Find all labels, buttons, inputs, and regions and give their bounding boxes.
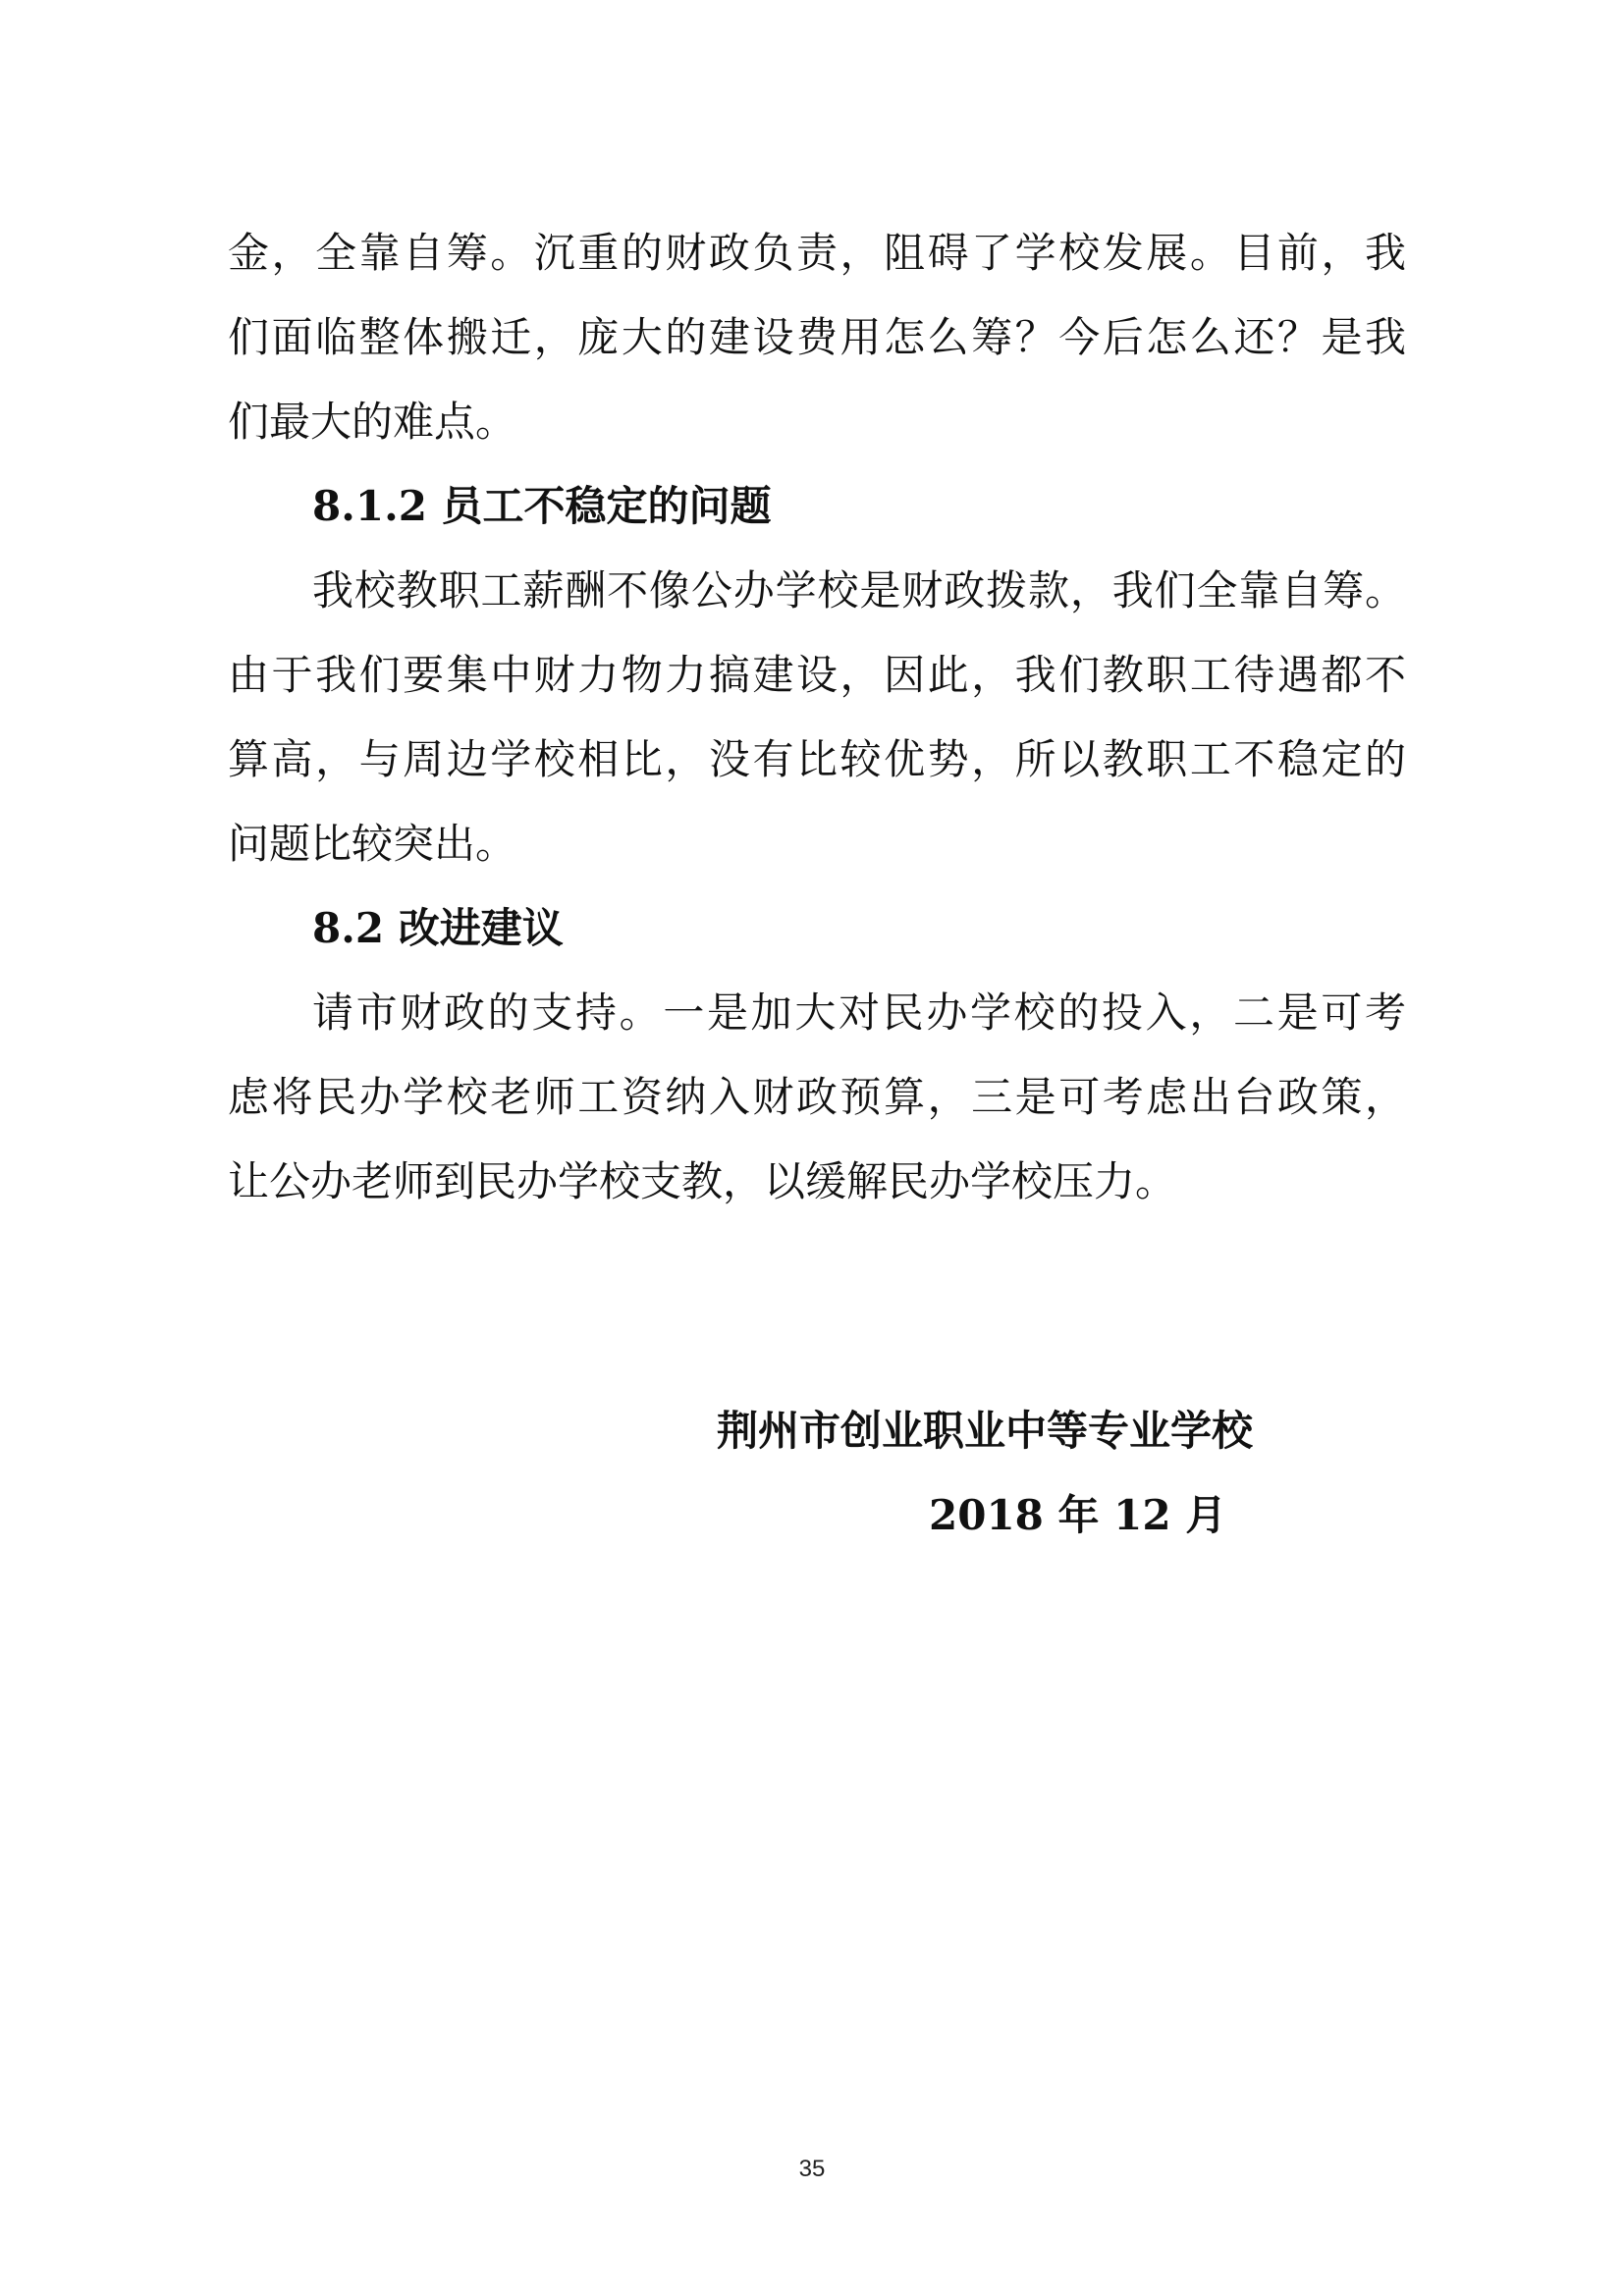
paragraph-line: 问题比较突出。 — [228, 820, 517, 868]
paragraph-line: 让公办老师到民办学校支教，以缓解民办学校压力。 — [228, 1157, 1177, 1205]
signature-organization: 荆州市创业职业中等专业学校 — [717, 1407, 1254, 1455]
paragraph-line: 们最大的难点。 — [228, 398, 517, 446]
page-number: 35 — [798, 2156, 826, 2182]
paragraph-line: 金，全靠自筹。沉重的财政负责，阻碍了学校发展。目前，我 — [228, 229, 1406, 277]
paragraph-line: 由于我们要集中财力物力搞建设，因此，我们教职工待遇都不 — [228, 651, 1406, 699]
signature-date: 2018 年 12 月 — [929, 1491, 1227, 1539]
paragraph-line: 算高，与周边学校相比，没有比较优势，所以教职工不稳定的 — [228, 735, 1406, 783]
section-heading: 8.1.2 员工不稳定的问题 — [312, 482, 772, 530]
paragraph-line: 请市财政的支持。一是加大对民办学校的投入，二是可考 — [312, 988, 1406, 1037]
section-heading: 8.2 改进建议 — [312, 904, 564, 952]
paragraph-line: 虑将民办学校老师工资纳入财政预算，三是可考虑出台政策， — [228, 1073, 1406, 1121]
paragraph-line: 们面临整体搬迁，庞大的建设费用怎么筹？今后怎么还？是我 — [228, 313, 1406, 361]
paragraph-line: 我校教职工薪酬不像公办学校是财政拨款，我们全靠自筹。 — [312, 566, 1406, 614]
